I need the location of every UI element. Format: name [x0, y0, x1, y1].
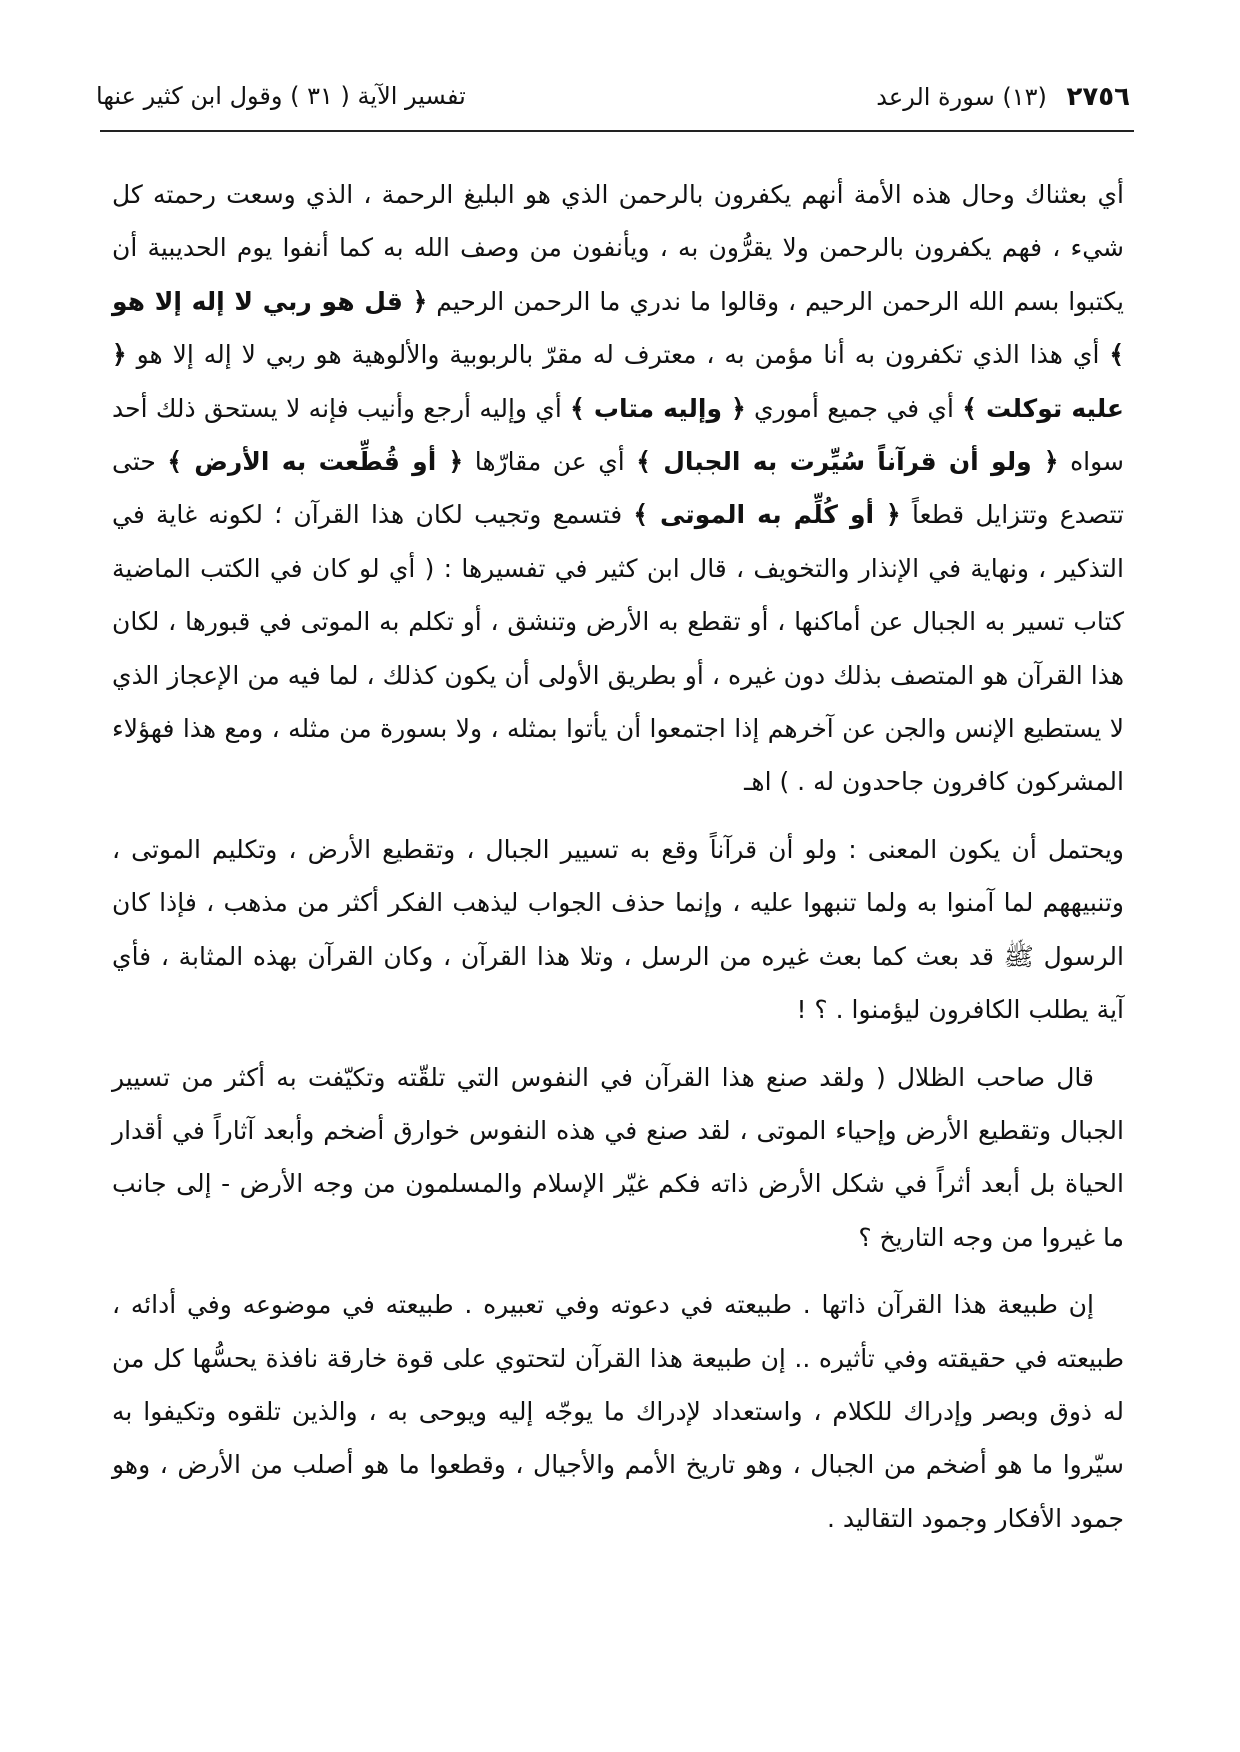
quran-verse: ﴿ وإليه متاب ﴾ — [570, 393, 746, 423]
page-body — [112, 168, 1124, 1545]
quran-verse: ﴿ قل هو ربي لا إله إلا هو ﴾ — [112, 286, 1124, 370]
page-header — [96, 78, 1130, 122]
paragraph-text: قال صاحب الظلال ( ولقد صنع هذا القرآن في النفوس التي تلقّته وتكيّفت به أكثر من تسيير الجبال وتقطيع الأرض وإحياء الموتى ، لقد صنع في هذه النفوس خوارق أضخم وأبعد آثاراً في أقدار الحياة بل أبعد أثراً في شكل الأرض ذاته فكم غيّر الإسلام والمسلمون من وجه الأرض - إلى جانب ما غيروا من وجه التاريخ ؟ — [112, 1062, 1124, 1252]
paragraph — [112, 168, 1124, 809]
paragraph — [112, 1051, 1124, 1265]
header-rule — [100, 130, 1134, 132]
paragraph — [112, 823, 1124, 1037]
paragraph-text: أي في جميع أموري — [745, 393, 963, 423]
paragraph-text: أي بعثناك وحال هذه الأمة أنهم يكفرون بالرحمن الذي هو البليغ الرحمة ، الذي وسعت رحمته كل شيء ، فهم يكفرون بالرحمن ولا يقرُّون به ، ويأنفون من وصف الله به كما أنفوا يوم الحديبية أن يكتبوا بسم الله الرحمن الرحيم ، وقالوا ما ندري ما الرحمن الرحيم — [112, 180, 1125, 316]
header-section-title: تفسير الآية ( ٣١ ) وقول ابن كثير عنها — [96, 82, 466, 110]
paragraph-text: أي عن مقارّها — [463, 447, 637, 477]
quran-verse: ﴿ أو كُلِّم به الموتى ﴾ — [633, 500, 901, 530]
paragraph-text: فتسمع وتجيب لكان هذا القرآن ؛ لكونه غاية في التذكير ، ونهاية في الإنذار والتخويف ، قال ابن كثير في تفسيرها : ( أي لو كان في الكتب الماضية كتاب تسير به الجبال عن أماكنها ، أو تقطع به الأرض وتنشق ، أو تكلم به الموتى في قبورها ، لكان هذا القرآن هو المتصف بذلك دون غيره ، أو بطريق الأولى أن يكون كذلك ، لما فيه من الإعجاز الذي لا يستطيع الإنس والجن عن آخرهم إذا اجتمعوا أن يأتوا بمثله ، ولا بسورة من مثله ، ومع هذا فهؤلاء المشركون كافرون جاحدون له . ) اهـ — [112, 500, 1124, 797]
page-number: ٢٧٥٦ — [1066, 82, 1130, 112]
paragraph-text: ويحتمل أن يكون المعنى : ولو أن قرآناً وقع به تسيير الجبال ، وتقطيع الأرض ، وتكليم الموتى ، وتنبيههم لما آمنوا به ولما تنبهوا عليه ، وإنما حذف الجواب ليذهب الفكر أكثر من مذهب ، فإذا كان الرسول ﷺ قد بعث كما بعث غيره من الرسل ، وتلا هذا القرآن ، وكان القرآن بهذه المثابة ، فأي آية يطلب الكافرون ليؤمنوا . ؟ ! — [112, 834, 1124, 1025]
paragraph — [112, 1278, 1124, 1545]
paragraph-text: حتى تتصدع وتتزايل قطعاً — [112, 447, 1124, 530]
quran-verse: ﴿ عليه توكلت ﴾ — [112, 340, 1124, 423]
quran-verse: ﴿ ولو أن قرآناً سُيِّرت به الجبال ﴾ — [636, 447, 1059, 477]
paragraph-text: أي هذا الذي تكفرون به أنا مؤمن به ، معترف له مقرّ بالربوبية والألوهية هو ربي لا إله إلا هو — [126, 340, 1110, 370]
paragraph-text: أي وإليه أرجع وأنيب فإنه لا يستحق ذلك أحد سواه — [112, 393, 1124, 477]
quran-verse: ﴿ أو قُطِّعت به الأرض ﴾ — [167, 447, 464, 477]
surah-name: (١٣) سورة الرعد — [876, 83, 1047, 111]
header-page-and-surah — [876, 82, 1130, 112]
paragraph-text: إن طبيعة هذا القرآن ذاتها . طبيعته في دعوته وفي تعبيره . طبيعته في موضوعه وفي أدائه ، طبيعته في حقيقته وفي تأثيره .. إن طبيعة هذا القرآن لتحتوي على قوة خارقة نافذة يحسُّها كل من له ذوق وبصر وإدراك للكلام ، واستعداد لإدراك ما يوجّه إليه ويوحى به ، والذين تلقوه وتكيفوا به سيّروا ما هو أضخم من الجبال ، وهو تاريخ الأمم والأجيال ، وقطعوا ما هو أصلب من الأرض ، وهو جمود الأفكار وجمود التقاليد . — [112, 1290, 1124, 1533]
